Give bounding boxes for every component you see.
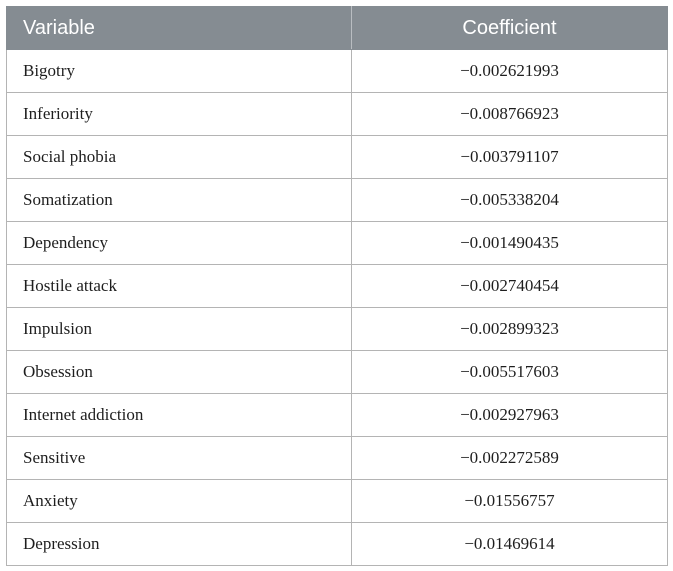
coefficient-cell: −0.008766923: [352, 93, 668, 136]
table-row: [7, 265, 668, 308]
variable-cell: Hostile attack: [7, 265, 352, 308]
variable-cell: Obsession: [7, 351, 352, 394]
variable-cell: Depression: [7, 523, 352, 566]
variable-cell: Anxiety: [7, 480, 352, 523]
coefficient-cell: −0.005338204: [352, 179, 668, 222]
variable-cell: Sensitive: [7, 437, 352, 480]
table-row: [7, 437, 668, 480]
coefficient-cell: −0.005517603: [352, 351, 668, 394]
coefficient-cell: −0.001490435: [352, 222, 668, 265]
column-header-variable: Variable: [7, 7, 352, 50]
variable-cell: Impulsion: [7, 308, 352, 351]
coefficient-cell: −0.01556757: [352, 480, 668, 523]
coefficient-cell: −0.01469614: [352, 523, 668, 566]
table-row: [7, 523, 668, 566]
table-row: [7, 351, 668, 394]
table-row: [7, 222, 668, 265]
variable-cell: Inferiority: [7, 93, 352, 136]
variable-cell: Social phobia: [7, 136, 352, 179]
coefficient-cell: −0.002272589: [352, 437, 668, 480]
coefficient-table: [6, 6, 668, 566]
table-header: [7, 7, 668, 50]
table-row: [7, 308, 668, 351]
coefficient-cell: −0.003791107: [352, 136, 668, 179]
coefficient-cell: −0.002621993: [352, 50, 668, 93]
table-row: [7, 480, 668, 523]
table-row: [7, 394, 668, 437]
table-body: [7, 50, 668, 566]
table-row: [7, 179, 668, 222]
variable-cell: Bigotry: [7, 50, 352, 93]
coefficient-cell: −0.002899323: [352, 308, 668, 351]
variable-cell: Internet addiction: [7, 394, 352, 437]
coefficient-cell: −0.002740454: [352, 265, 668, 308]
coefficient-cell: −0.002927963: [352, 394, 668, 437]
table-row: [7, 136, 668, 179]
coefficient-table-container: [6, 6, 667, 566]
header-row: [7, 7, 668, 50]
variable-cell: Somatization: [7, 179, 352, 222]
table-row: [7, 93, 668, 136]
column-header-coefficient: Coefficient: [352, 7, 668, 50]
variable-cell: Dependency: [7, 222, 352, 265]
table-row: [7, 50, 668, 93]
